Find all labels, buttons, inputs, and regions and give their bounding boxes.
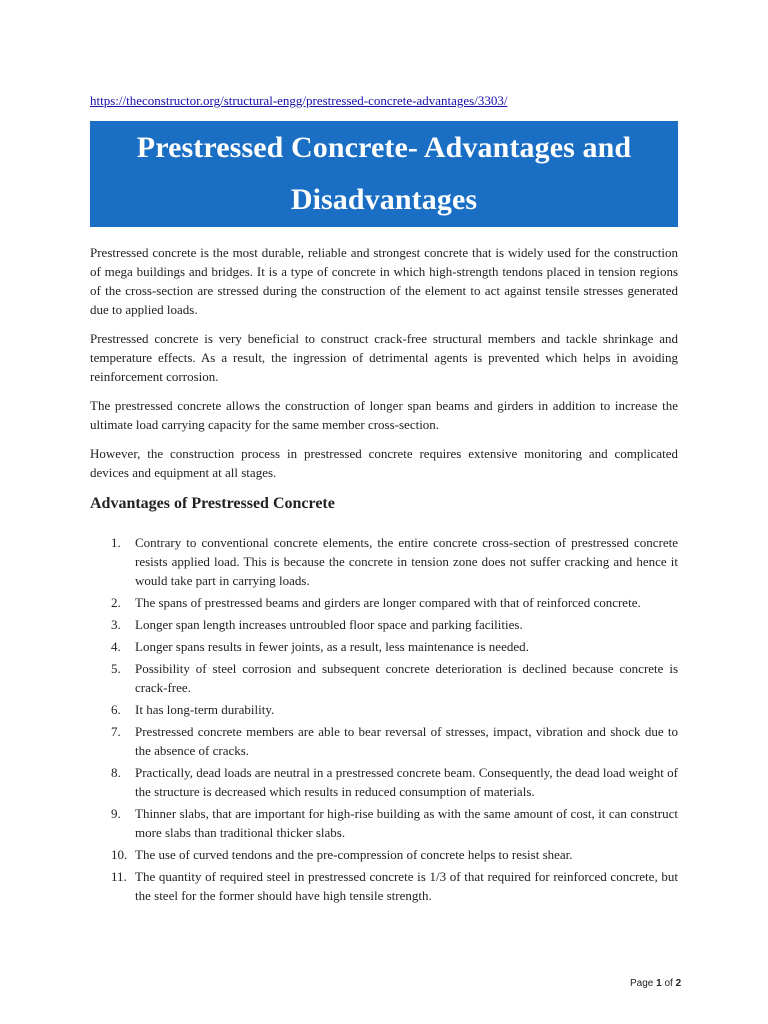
intro-paragraph-3: The prestressed concrete allows the construction of longer span beams and girders in addition to increase the ultimate load carrying capacity for the same member cross-section. (90, 398, 678, 432)
source-url-link[interactable]: https://theconstructor.org/structural-engg/prestressed-concrete-advantages/3303/ (90, 93, 508, 108)
list-item (90, 722, 678, 760)
intro-paragraph-1: Prestressed concrete is the most durable, reliable and strongest concrete that is widely used for the construction of mega buildings and bridges. It is a type of concrete in which high-strength tendons placed in tension regions of the cross-section are stressed during the construction of the element to act against tensile stresses generated due to applied loads. (90, 245, 678, 317)
list-item-text: Longer span length increases untroubled floor space and parking facilities. (135, 617, 523, 632)
list-item (90, 867, 678, 905)
list-item (90, 637, 678, 656)
list-item (90, 845, 678, 864)
list-item (90, 700, 678, 719)
list-item (90, 659, 678, 697)
list-item-number: 2. (111, 595, 121, 610)
list-item-text: Thinner slabs, that are important for high-rise building as with the same amount of cost, it can construct more slabs than traditional thicker slabs. (135, 806, 678, 840)
title-line-1: Prestressed Concrete- Advantages and (136, 131, 632, 164)
list-item (90, 593, 678, 612)
list-item-number: 5. (111, 661, 121, 676)
list-item-number: 1. (111, 535, 121, 550)
page-current: 1 (656, 978, 662, 989)
list-item (90, 533, 678, 590)
list-item-text: Possibility of steel corrosion and subsequent concrete deterioration is declined because concrete is crack-free. (135, 661, 678, 695)
page-label: Page (630, 978, 654, 989)
page-number-footer (630, 978, 681, 989)
list-item-text: The quantity of required steel in prestressed concrete is 1/3 of that required for reinforced concrete, but the steel for the former should have high tensile strength. (135, 869, 678, 903)
list-item-text: The spans of prestressed beams and girders are longer compared with that of reinforced concrete. (135, 595, 641, 610)
list-item-number: 6. (111, 702, 121, 717)
page-title (137, 122, 631, 226)
list-item-number: 10. (111, 847, 128, 862)
list-item (90, 615, 678, 634)
list-item-text: It has long-term durability. (135, 702, 275, 717)
list-item-number: 9. (111, 806, 121, 821)
list-item (90, 763, 678, 801)
intro-paragraph-2: Prestressed concrete is very beneficial to construct crack-free structural members and tackle shrinkage and temperature effects. As a result, the ingression of detrimental agents is prevented which helps in avoiding reinforcement corrosion. (90, 331, 678, 384)
list-item-text: Longer spans results in fewer joints, as a result, less maintenance is needed. (135, 639, 529, 654)
intro-paragraph-4: However, the construction process in prestressed concrete requires extensive monitoring and complicated devices and equipment at all stages. (90, 446, 678, 480)
list-item-text: Prestressed concrete members are able to bear reversal of stresses, impact, vibration and shock due to the absence of cracks. (135, 724, 678, 758)
advantages-heading: Advantages of Prestressed Concrete (90, 495, 335, 512)
title-banner (90, 121, 678, 227)
list-item-number: 7. (111, 724, 121, 739)
of-label: of (664, 978, 673, 989)
list-item-number: 8. (111, 765, 121, 780)
list-item (90, 804, 678, 842)
list-item-text: Contrary to conventional concrete elements, the entire concrete cross-section of prestressed concrete resists applied load. This is because the concrete in tension zone does not suffer cracking and hence it would take part in carrying loads. (135, 535, 678, 588)
document-body (90, 243, 678, 908)
list-item-text: The use of curved tendons and the pre-compression of concrete helps to resist shear. (135, 847, 573, 862)
list-item-number: 4. (111, 639, 121, 654)
title-line-2: Disadvantages (290, 183, 478, 216)
list-item-text: Practically, dead loads are neutral in a prestressed concrete beam. Consequently, the dead load weight of the structure is decreased which results in reduced consumption of materials. (135, 765, 678, 799)
list-item-number: 11. (111, 869, 127, 884)
advantages-list (90, 533, 678, 905)
list-item-number: 3. (111, 617, 121, 632)
page-total: 2 (675, 978, 682, 989)
